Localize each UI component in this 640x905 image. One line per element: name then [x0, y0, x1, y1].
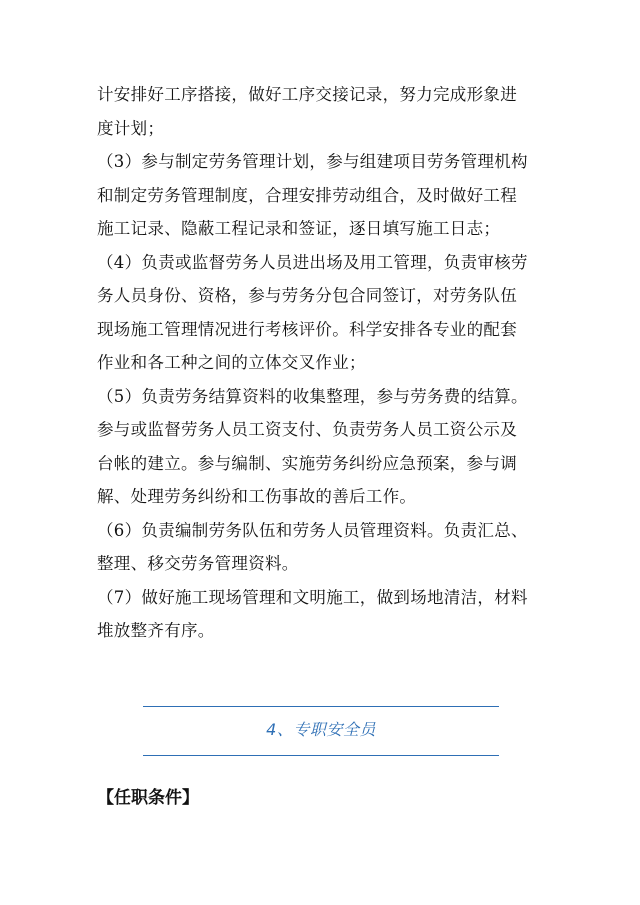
paragraph-continuation — [97, 78, 557, 145]
text-line: 整理、移交劳务管理资料。 — [97, 554, 299, 573]
text-line: 计安排好工序搭接，做好工序交接记录，努力完成形象进 — [97, 85, 517, 104]
text-line: 度计划； — [97, 118, 165, 138]
paragraph-item-7 — [97, 581, 557, 648]
text-line: （7）做好施工现场管理和文明施工，做到场地清洁，材料 — [97, 587, 528, 607]
text-line: 堆放整齐有序。 — [97, 621, 215, 640]
text-line: （5）负责劳务结算资料的收集整理，参与劳务费的结算。 — [97, 386, 528, 406]
subheading-qualifications: 【任职条件】 — [97, 788, 199, 808]
text-line: 解、处理劳务纠纷和工伤事故的善后工作。 — [97, 487, 417, 506]
paragraph-item-3 — [97, 145, 557, 246]
text-line: 和制定劳务管理制度，合理安排劳动组合，及时做好工程 — [97, 185, 517, 205]
paragraph-item-4 — [97, 246, 557, 380]
text-line: 务人员身份、资格，参与劳务分包合同签订，对劳务队伍 — [97, 286, 517, 305]
text-line: 参与或监督劳务人员工资支付、负责劳务人员工资公示及 — [97, 420, 517, 439]
section-heading: 4、专职安全员 — [266, 720, 376, 739]
text-line: （6）负责编制劳务队伍和劳务人员管理资料。负责汇总、 — [97, 520, 528, 540]
heading-rule-bottom — [143, 755, 499, 756]
text-line: 施工记录、隐蔽工程记录和签证，逐日填写施工日志； — [97, 219, 501, 238]
paragraph-item-5 — [97, 380, 557, 514]
paragraph-item-6 — [97, 514, 557, 581]
text-line: 台帐的建立。参与编制、实施劳务纠纷应急预案，参与调 — [97, 453, 517, 473]
text-line: （4）负责或监督劳务人员进出场及用工管理，负责审核劳 — [97, 252, 528, 272]
text-line: （3）参与制定劳务管理计划，参与组建项目劳务管理机构 — [97, 152, 528, 171]
text-line: 作业和各工种之间的立体交叉作业； — [97, 353, 366, 372]
heading-rule-top — [143, 706, 499, 707]
body-text — [97, 78, 557, 648]
text-line: 现场施工管理情况进行考核评价。科学安排各专业的配套 — [97, 319, 517, 339]
